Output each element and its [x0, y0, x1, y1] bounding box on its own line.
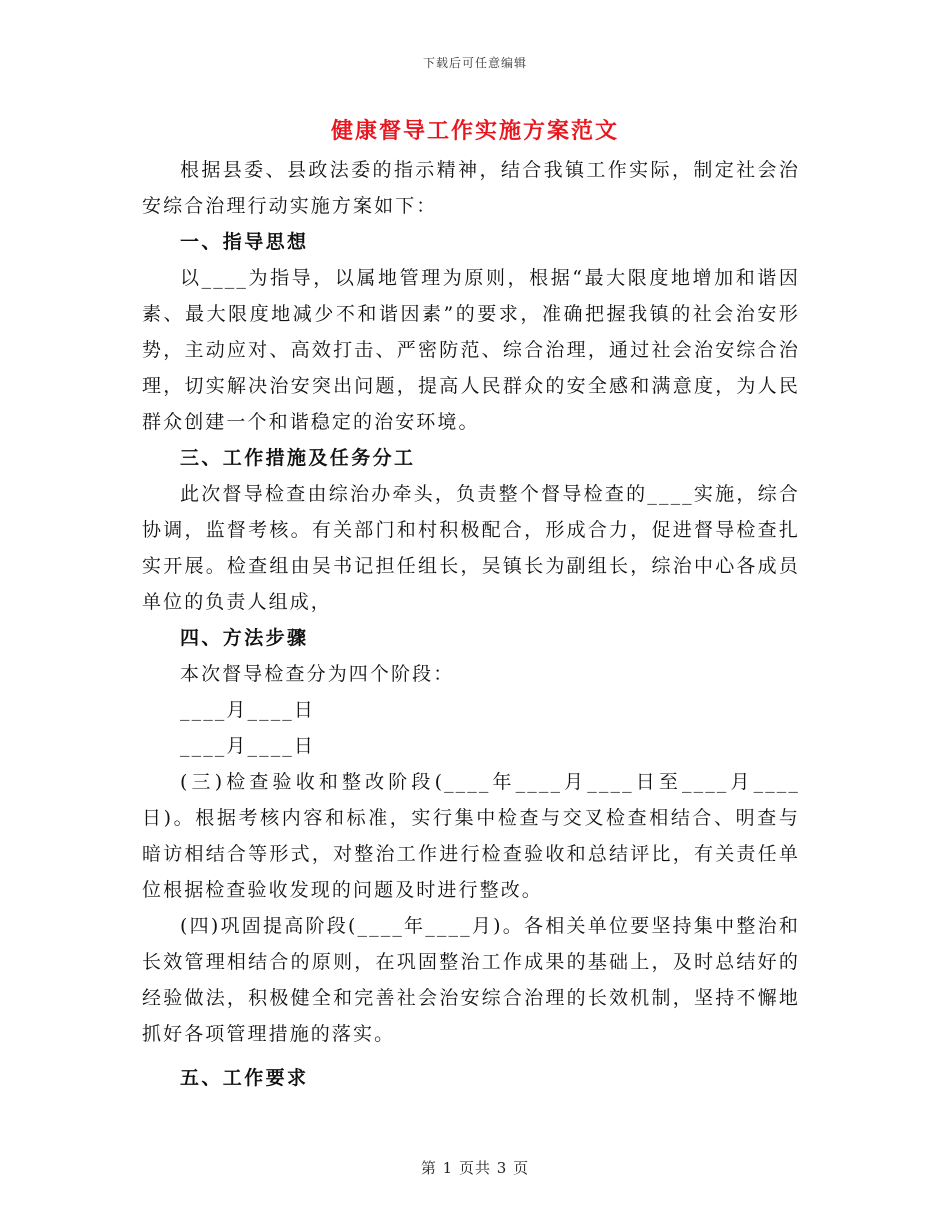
section-heading-guiding-ideology: 一、指导思想 [180, 231, 309, 253]
stage-four-paragraph: (四)巩固提高阶段(____年____月)。各相关单位要坚持集中整治和长效管理相结合的原则，在巩固整治工作成果的基础上，及时总结好的经验做法，积极健全和完善社会治安综合治理的长效机制，坚持不懈地抓好各项管理措施的落实。 [142, 915, 800, 1045]
intro-paragraph: 根据县委、县政法委的指示精神，结合我镇工作实际，制定社会治安综合治理行动实施方案如下： [142, 159, 800, 217]
date-blank-line: ____月____日 [180, 699, 316, 721]
page-number-footer: 第 1 页共 3 页 [420, 1159, 530, 1177]
document-body [142, 152, 800, 1096]
section-heading-method-steps: 四、方法步骤 [180, 627, 309, 649]
section-heading-work-requirements: 五、工作要求 [180, 1067, 309, 1089]
header-note: 下载后可任意编辑 [422, 56, 527, 70]
section-heading-work-measures: 三、工作措施及任务分工 [180, 447, 416, 469]
stage-three-paragraph: (三)检查验收和整改阶段(____年____月____日至____月____日)。根据考核内容和标准，实行集中检查与交叉检查相结合、明查与暗访相结合等形式，对整治工作进行检查验收和总结评比，有关责任单位根据检查验收发现的问题及时进行整改。 [142, 771, 800, 901]
section-body-work-measures: 此次督导检查由综治办牵头，负责整个督导检查的____实施，综合协调，监督考核。有关部门和村积极配合，形成合力，促进督导检查扎实开展。检查组由吴书记担任组长，吴镇长为副组长，综治中心各成员单位的负责人组成， [142, 483, 800, 613]
stages-intro-line: 本次督导检查分为四个阶段： [180, 663, 455, 685]
date-blank-line: ____月____日 [180, 735, 316, 757]
document-title: 健康督导工作实施方案范文 [330, 118, 619, 144]
section-body-guiding-ideology: 以____为指导，以属地管理为原则，根据“最大限度地增加和谐因素、最大限度地减少不和谐因素”的要求，准确把握我镇的社会治安形势，主动应对、高效打击、严密防范、综合治理，通过社会治安综合治理，切实解决治安突出问题，提高人民群众的安全感和满意度，为人民群众创建一个和谐稳定的治安环境。 [142, 267, 800, 433]
